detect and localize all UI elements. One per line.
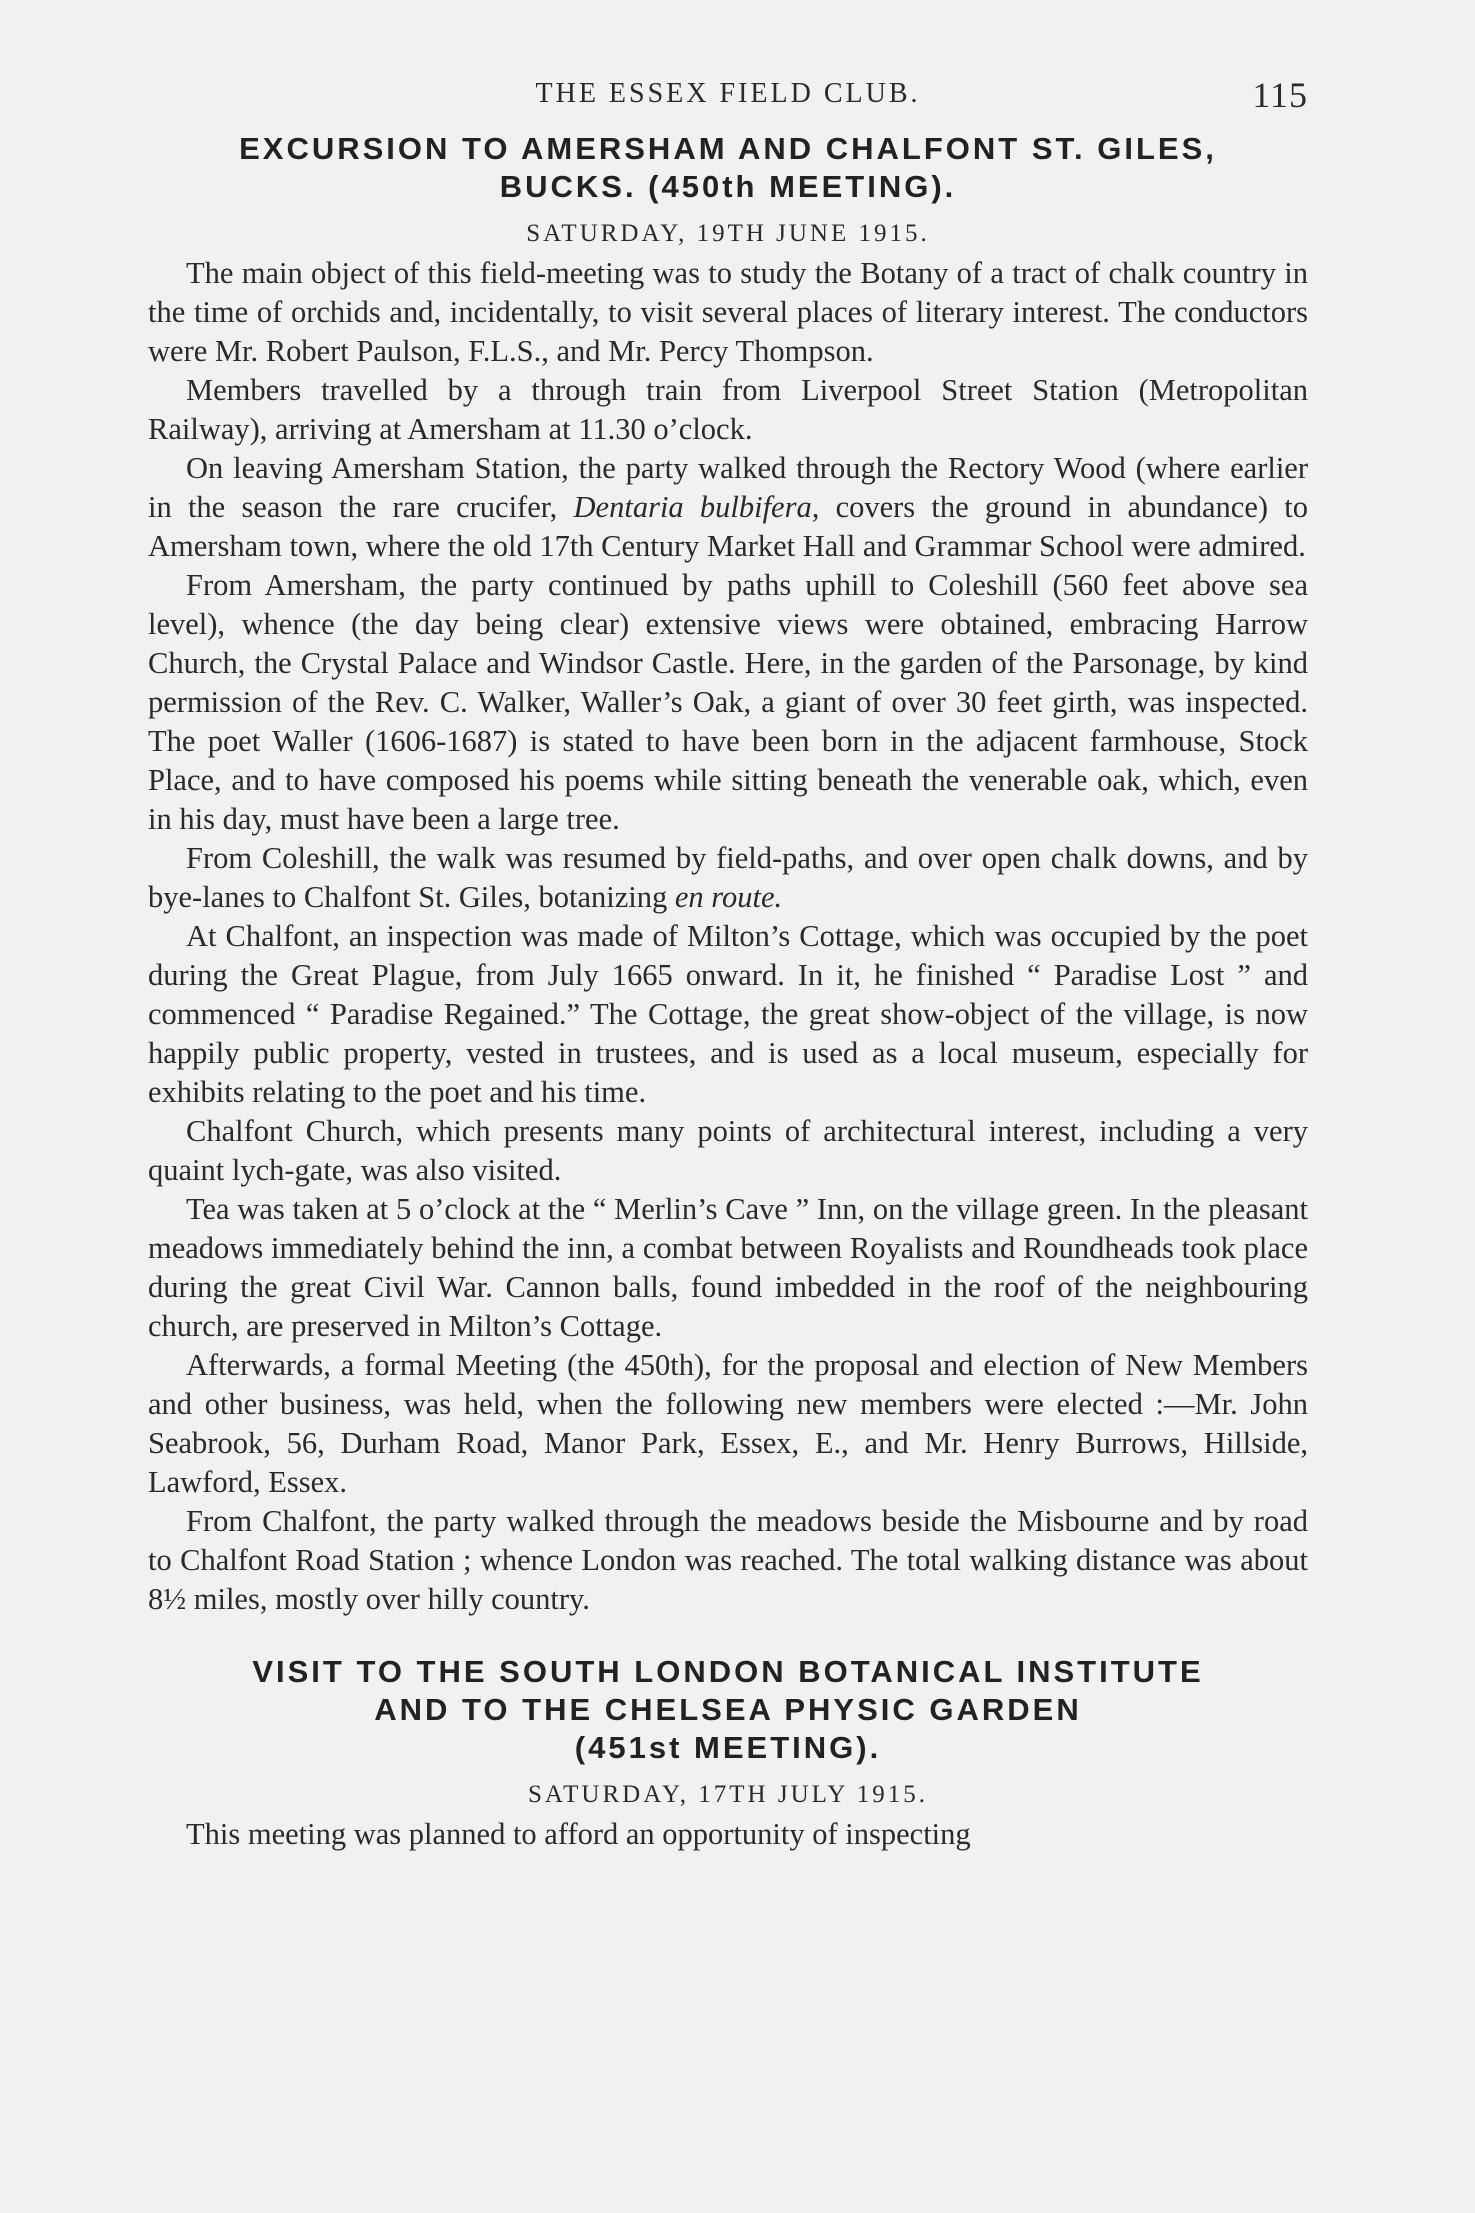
paragraph-text: covers the ground in abundance) to Amersham town, where the old 17th Century Market Hall and Grammar School were admired. <box>148 490 1308 563</box>
document-page <box>148 70 1308 1854</box>
heading-line: BUCKS. (450th MEETING). <box>499 169 957 204</box>
heading-line: (451st MEETING). <box>574 1730 882 1765</box>
heading-line: EXCURSION TO AMERSHAM AND CHALFONT ST. GILES, <box>239 131 1217 166</box>
paragraph-text: From Coleshill, the walk was resumed by field-paths, and over open chalk downs, and by bye-lanes to Chalfont St. Giles, botanizing <box>148 841 1308 914</box>
section-excursion-amersham <box>148 130 1308 1619</box>
page-number: 115 <box>1252 75 1308 115</box>
meeting-date: SATURDAY, 17TH JULY 1915. <box>527 1781 929 1808</box>
running-title: THE ESSEX FIELD CLUB. <box>535 78 921 109</box>
running-head <box>148 70 1308 130</box>
section-divider-space <box>148 1619 1308 1653</box>
paragraph: Tea was taken at 5 o’clock at the “ Merlin’s Cave ” Inn, on the village green. In the pleasant meadows immediately behind the inn, a combat between Royalists and Roundheads took place during the great Civil War. Cannon balls, found imbedded in the roof of the neighbouring church, are preserved in Milton’s Cottage. <box>148 1192 1308 1343</box>
paragraph: Members travelled by a through train from Liverpool Street Station (Metropolitan Railway), arriving at Amersham at 11.30 o’clock. <box>148 373 1308 446</box>
section-heading <box>148 1653 1308 1767</box>
paragraph <box>148 839 1308 917</box>
paragraph: From Chalfont, the party walked through the meadows beside the Misbourne and by road to Chalfont Road Station ; whence London was reached. The total walking distance was about 8½ miles, mostly over hilly country. <box>148 1504 1308 1616</box>
species-name: Dentaria bulbifera, <box>573 490 820 524</box>
paragraph: The main object of this field-meeting was to study the Botany of a tract of chalk country in the time of orchids and, incidentally, to visit several places of literary interest. The conductors were Mr. Robert Paulson, F.L.S., and Mr. Percy Thompson. <box>148 256 1308 368</box>
paragraph: Afterwards, a formal Meeting (the 450th), for the proposal and election of New Members and other business, was held, when the following new members were elected :—Mr. John Seabrook, 56, Durham Road, Manor Park, Essex, E., and Mr. Henry Burrows, Hillside, Lawford, Essex. <box>148 1348 1308 1499</box>
paragraph: This meeting was planned to afford an opportunity of inspecting <box>186 1817 971 1851</box>
italic-phrase: en route. <box>674 880 783 914</box>
paragraph: At Chalfont, an inspection was made of Milton’s Cottage, which was occupied by the poet during the Great Plague, from July 1665 onward. In it, he finished “ Paradise Lost ” and commenced “ Paradise Regained.” The Cottage, the great show-object of the village, is now happily public property, vested in trustees, and is used as a local museum, especially for exhibits relating to the poet and his time. <box>148 919 1308 1109</box>
paragraph: From Amersham, the party continued by paths uphill to Coleshill (560 feet above sea level), whence (the day being clear) extensive views were obtained, embracing Harrow Church, the Crystal Palace and Windsor Castle. Here, in the garden of the Parsonage, by kind permission of the Rev. C. Walker, Waller’s Oak, a giant of over 30 feet girth, was inspected. The poet Waller (1606-1687) is stated to have been born in the adjacent farmhouse, Stock Place, and to have composed his poems while sitting beneath the venerable oak, which, even in his day, must have been a large tree. <box>148 568 1308 836</box>
meeting-date: SATURDAY, 19TH JUNE 1915. <box>526 220 930 247</box>
paragraph <box>148 449 1308 566</box>
section-heading <box>148 130 1308 206</box>
paragraph-text: On leaving Amersham Station, the party walked through the Rectory Wood (where earlier in the season the rare crucifer, <box>148 451 1308 524</box>
section-botanical-institute <box>148 1653 1308 1854</box>
heading-line: VISIT TO THE SOUTH LONDON BOTANICAL INSTITUTE <box>252 1654 1204 1689</box>
heading-line: AND TO THE CHELSEA PHYSIC GARDEN <box>374 1692 1082 1727</box>
paragraph: Chalfont Church, which presents many points of architectural interest, including a very quaint lych-gate, was also visited. <box>148 1114 1308 1187</box>
